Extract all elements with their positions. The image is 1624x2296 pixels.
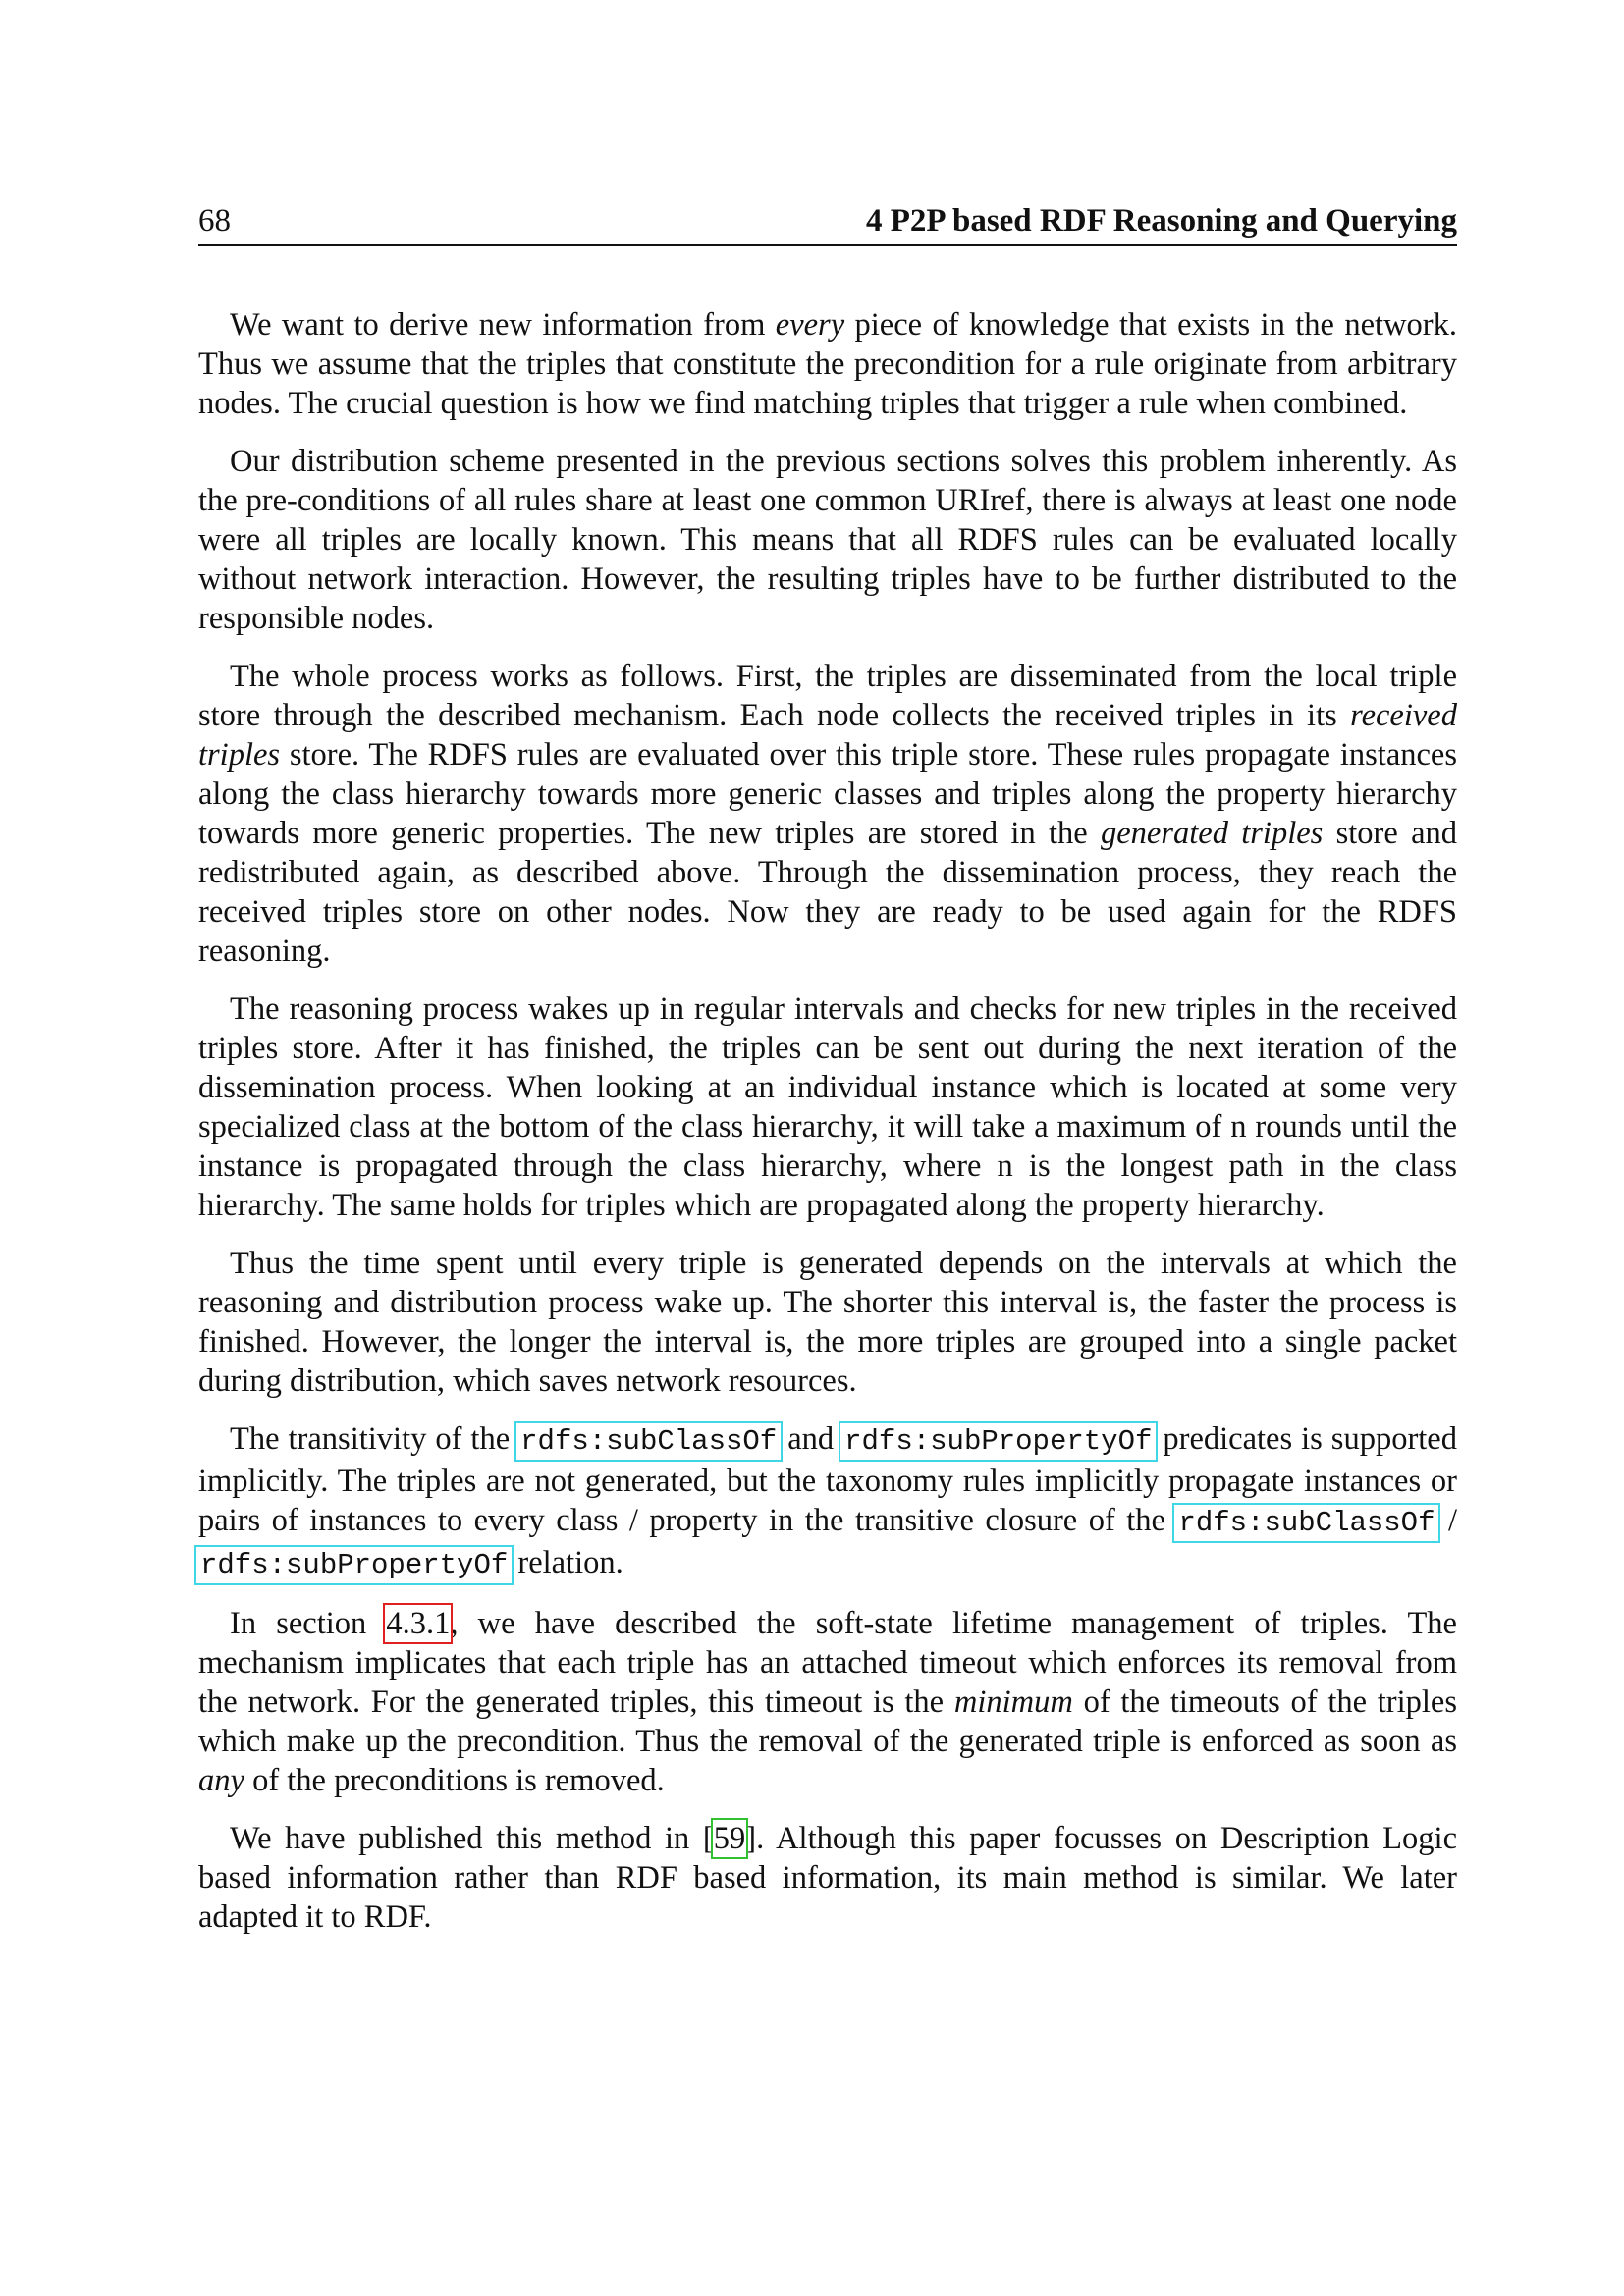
code-link-subclassof[interactable]: rdfs:subClassOf	[1178, 1507, 1435, 1539]
emphasis: every	[775, 307, 845, 343]
paragraph-5	[198, 1244, 1457, 1401]
text-run: ]. Although this paper focusses on Description Logic based information rather than RDF based information, its main method is similar. We later adapted it to RDF.	[198, 1821, 1457, 1935]
text-run: We want to derive new information from	[230, 307, 776, 343]
text-run: piece of knowledge that exists in the network. Thus we assume that the triples that constitute the precondition for a rule originate from arbitrary nodes. The crucial question is how we find matching triples that trigger a rule when combined.	[198, 307, 1457, 421]
text-run: and	[779, 1421, 843, 1457]
chapter-title: 4 P2P based RDF Reasoning and Querying	[865, 203, 1457, 239]
text-run: predicates is supported implicitly. The triples are not generated, but the taxonomy rules implicitly propagate instances or pairs of instances to every class / property in the transitive closure of the	[198, 1421, 1457, 1538]
text-run: of the preconditions is removed.	[244, 1763, 665, 1798]
code-link-subpropertyof[interactable]: rdfs:subPropertyOf	[844, 1425, 1153, 1458]
emphasis: minimum	[953, 1684, 1073, 1720]
paragraph-1	[198, 305, 1457, 423]
section-link[interactable]: 4.3.1	[386, 1606, 451, 1641]
paragraph-8	[198, 1819, 1457, 1937]
paragraph-4	[198, 989, 1457, 1225]
text-run: store. The RDFS rules are evaluated over this triple store. These rules propagate instances along the class hierarchy towards more generic classes and triples along the property hierarchy towards more generic properties. The new triples are stored in the	[198, 737, 1457, 851]
body-text	[198, 305, 1457, 1937]
text-run: Our distribution scheme presented in the previous sections solves this problem inherently. As the pre-conditions of all rules share at least one common URIref, there is always at least one node were all triples are locally known. This means that all RDFS rules can be evaluated locally without network interaction. However, the resulting triples have to be further distributed to the responsible nodes.	[198, 444, 1457, 636]
code-link-subpropertyof[interactable]: rdfs:subPropertyOf	[200, 1549, 509, 1581]
text-run: In section	[230, 1606, 387, 1641]
text-run: /	[1436, 1503, 1457, 1538]
paragraph-7	[198, 1604, 1457, 1800]
text-run: of the timeouts of the triples which make up the precondition. Thus the removal of the generated triple is enforced as soon as	[198, 1684, 1457, 1759]
page	[198, 201, 1457, 1955]
page-number: 68	[198, 203, 231, 239]
emphasis: generated triples	[1101, 816, 1324, 851]
text-run: , we have described the soft-state lifetime management of triples. The mechanism implicates that each triple has an attached timeout which enforces its removal from the network. For the generated triples, this timeout is the	[198, 1606, 1457, 1720]
text-run: Thus the time spent until every triple is generated depends on the intervals at which the reasoning and distribution process wake up. The shorter this interval is, the faster the process is finished. However, the longer the interval is, the more triples are grouped into a single packet during distribution, which saves network resources.	[198, 1246, 1457, 1399]
running-head	[198, 201, 1457, 246]
text-run: We have published this method in [	[230, 1821, 714, 1856]
paragraph-2	[198, 442, 1457, 638]
text-run: The transitivity of the	[230, 1421, 519, 1457]
text-run: store and redistributed again, as described above. Through the dissemination process, they reach the received triples store on other nodes. Now they are ready to be used again for the RDFS reasoning.	[198, 816, 1457, 969]
emphasis: any	[198, 1763, 244, 1798]
paragraph-6	[198, 1419, 1457, 1585]
text-run: relation.	[510, 1545, 623, 1580]
citation-link[interactable]: 59	[713, 1821, 746, 1856]
code-link-subclassof[interactable]: rdfs:subClassOf	[520, 1425, 778, 1458]
text-run: The whole process works as follows. First, the triples are disseminated from the local triple store through the described mechanism. Each node collects the received triples in its	[198, 659, 1457, 733]
paragraph-3	[198, 657, 1457, 971]
emphasis: received triples	[198, 698, 1457, 773]
text-run: The reasoning process wakes up in regular intervals and checks for new triples in the received triples store. After it has finished, the triples can be sent out during the next iteration of the dissemination process. When looking at an individual instance which is located at some very specialized class at the bottom of the class hierarchy, it will take a maximum of n rounds until the instance is propagated through the class hierarchy, where n is the longest path in the class hierarchy. The same holds for triples which are propagated along the property hierarchy.	[198, 991, 1457, 1223]
